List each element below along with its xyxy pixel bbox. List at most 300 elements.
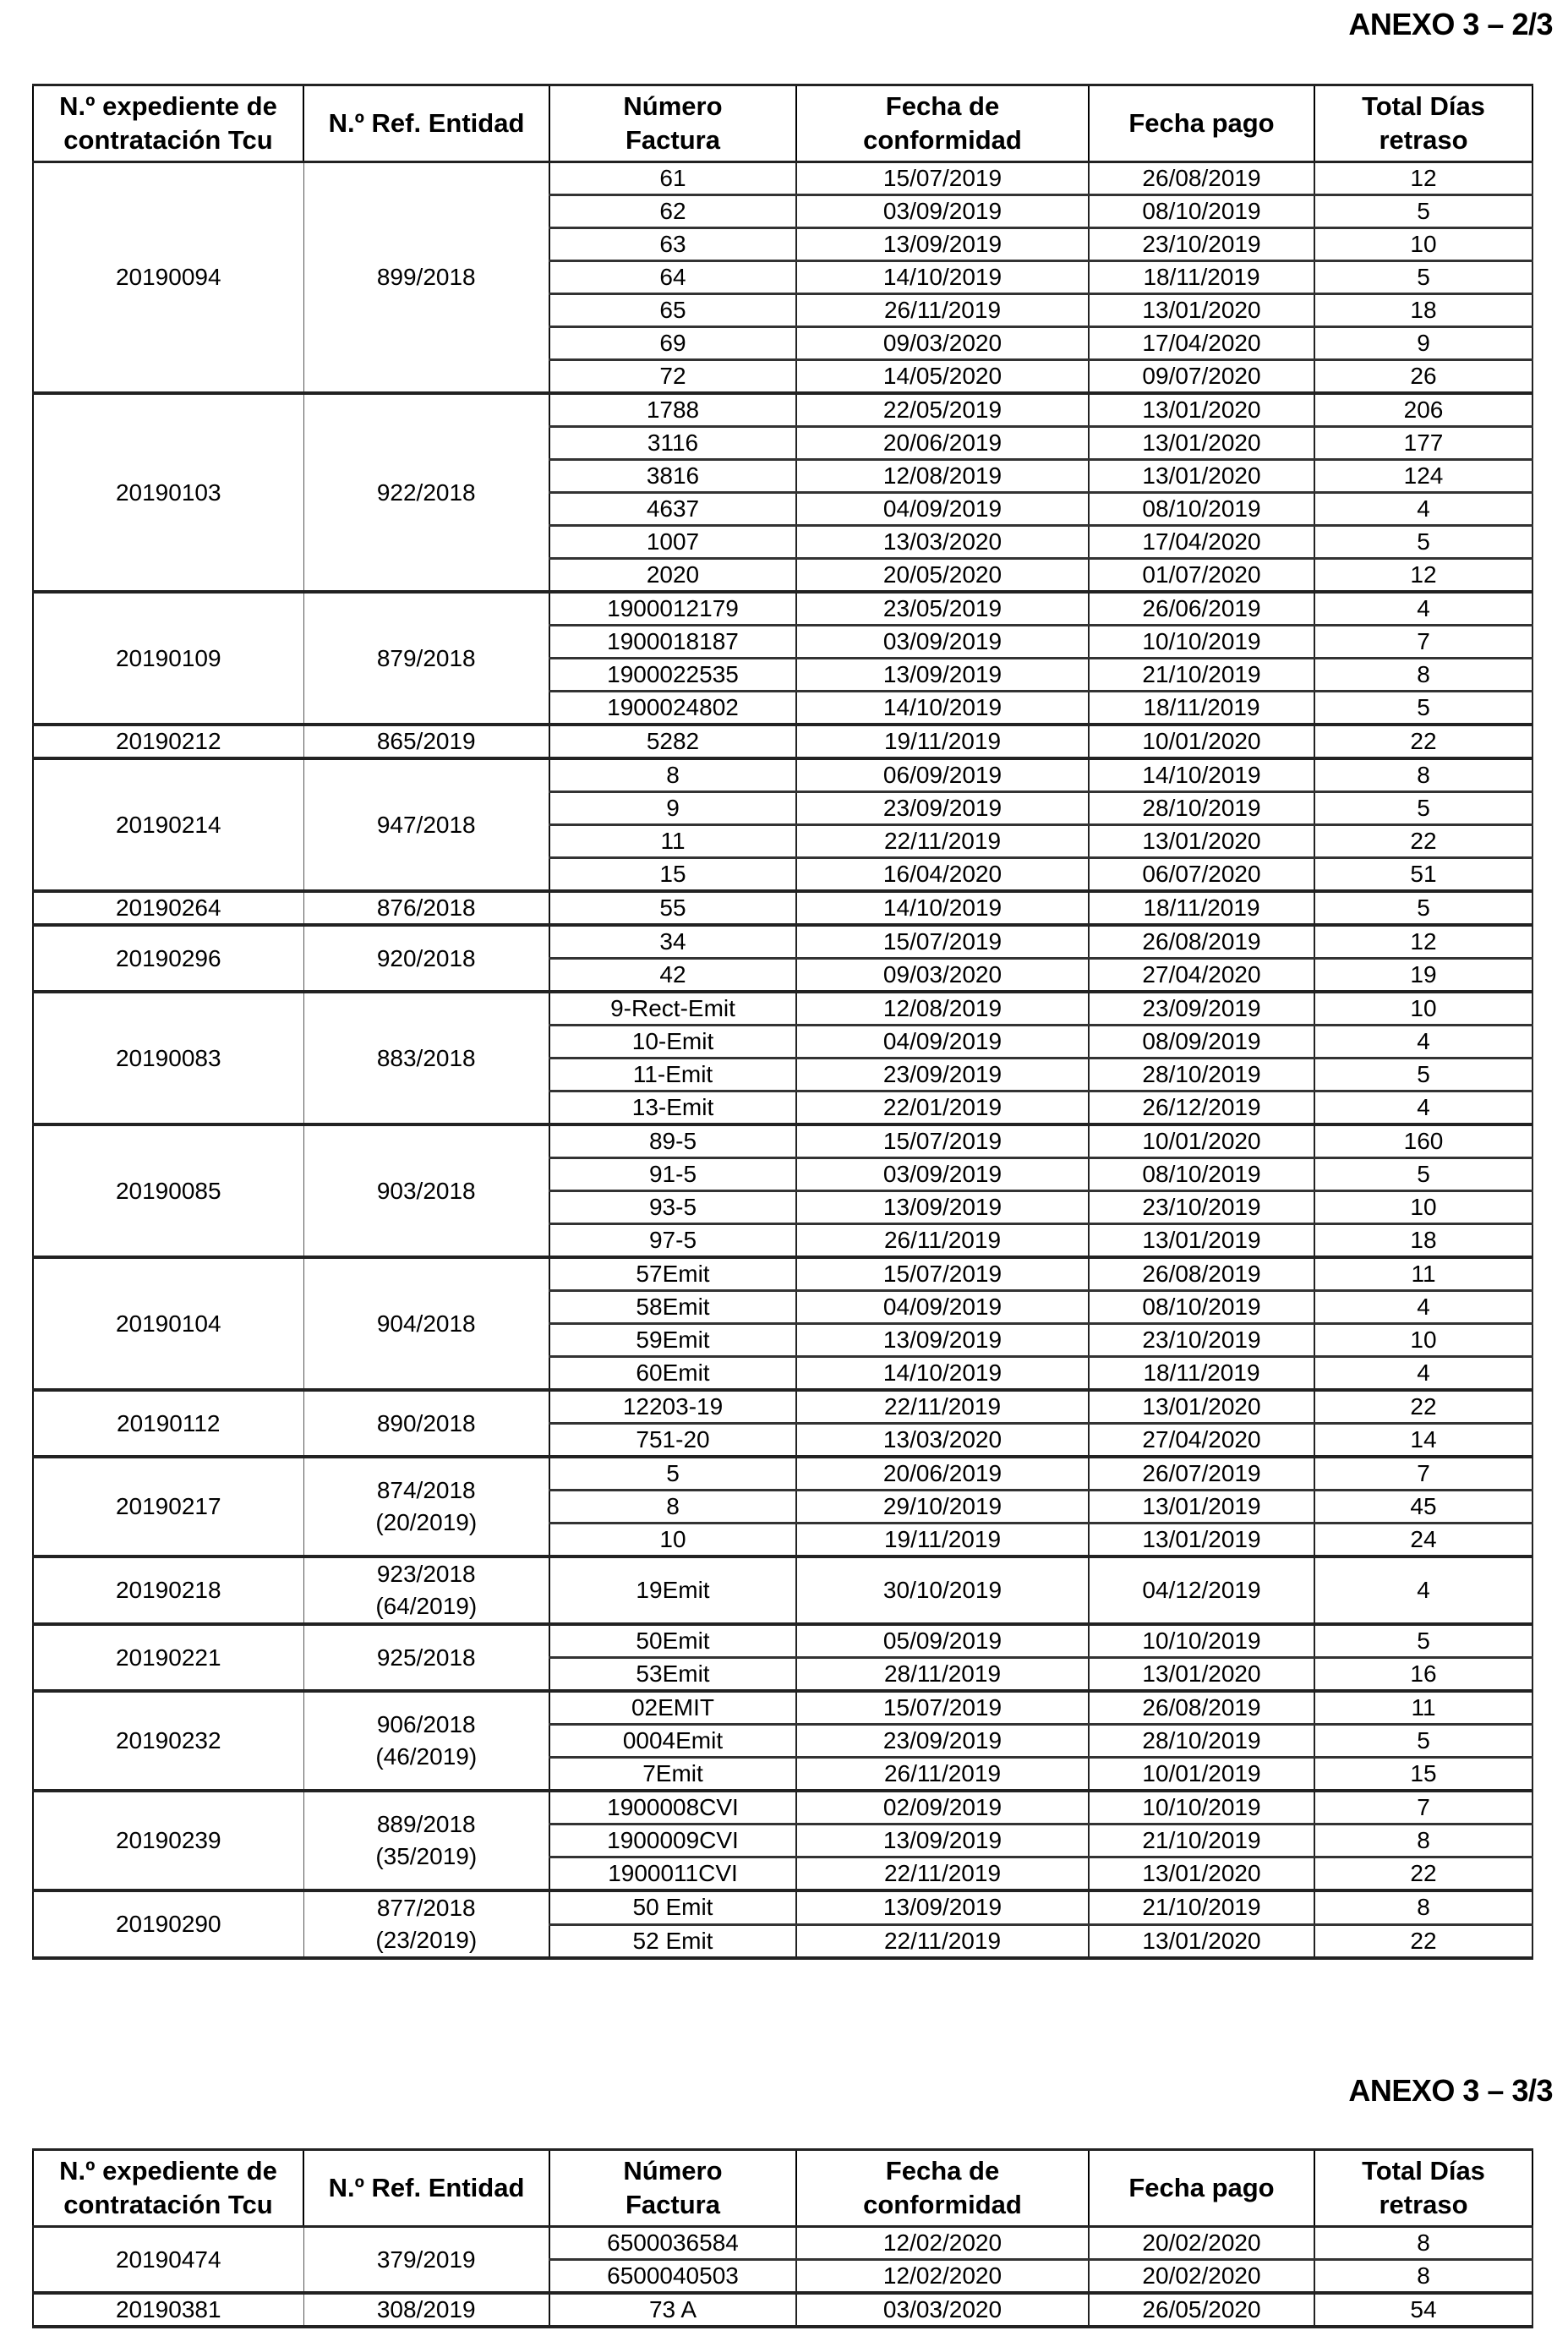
expediente-value: 20190218 [115,1577,221,1603]
cell-line: 925/2018 [376,1644,476,1671]
table-row [33,891,1532,925]
cell-fecha-conformidad: 29/10/2019 [796,1491,1089,1524]
cell-expediente [33,1124,303,1257]
cell-numero-factura: 11-Emit [549,1059,796,1091]
cell-fecha-conformidad: 22/11/2019 [796,1924,1089,1958]
column-header-ref-entidad [303,85,549,162]
cell-dias-retraso: 8 [1314,1825,1532,1857]
cell-dias-retraso: 5 [1314,891,1532,925]
cell-line: 874/2018 [376,1477,476,1503]
cell-ref-entidad [303,592,549,725]
cell-ref-entidad [303,2227,549,2294]
cell-fecha-conformidad: 12/08/2019 [796,992,1089,1026]
cell-expediente [33,1390,303,1457]
cell-numero-factura: 62 [549,195,796,228]
cell-fecha-pago: 28/10/2019 [1089,1059,1314,1091]
cell-dias-retraso: 206 [1314,393,1532,427]
cell-line: Total Días [1362,2156,1485,2186]
cell-fecha-pago: 04/12/2019 [1089,1556,1314,1624]
expediente-value: 20190264 [115,894,221,921]
cell-fecha-conformidad: 13/09/2019 [796,659,1089,692]
expediente-value: 20190239 [115,1827,221,1853]
cell-line: (46/2019) [375,1743,478,1770]
cell-fecha-pago: 20/02/2020 [1089,2260,1314,2294]
cell-dias-retraso: 18 [1314,294,1532,327]
cell-fecha-pago: 26/08/2019 [1089,1691,1314,1725]
cell-fecha-conformidad: 15/07/2019 [796,1691,1089,1725]
column-header-ref-entidad [303,2150,549,2227]
cell-fecha-pago: 23/09/2019 [1089,992,1314,1026]
cell-line: 904/2018 [376,1310,476,1337]
cell-fecha-pago: 21/10/2019 [1089,1890,1314,1924]
cell-expediente [33,891,303,925]
cell-ref-entidad [303,1124,549,1257]
cell-dias-retraso: 7 [1314,1457,1532,1491]
cell-ref-entidad [303,162,549,394]
cell-fecha-conformidad: 15/07/2019 [796,1257,1089,1291]
cell-line: 877/2018 [376,1895,476,1921]
cell-line: 876/2018 [376,894,476,921]
expediente-value: 20190109 [115,644,221,671]
expediente-value: 20190214 [115,811,221,838]
cell-fecha-pago: 08/10/2019 [1089,195,1314,228]
cell-numero-factura: 1900024802 [549,692,796,725]
cell-line: Número [623,2156,723,2186]
cell-fecha-conformidad: 23/09/2019 [796,1725,1089,1758]
cell-fecha-conformidad: 28/11/2019 [796,1658,1089,1692]
cell-numero-factura: 11 [549,825,796,858]
column-header-fecha-conformidad [796,2150,1089,2227]
cell-fecha-conformidad: 13/09/2019 [796,1191,1089,1224]
expediente-value: 20190217 [115,1493,221,1519]
cell-fecha-conformidad: 04/09/2019 [796,1291,1089,1324]
cell-fecha-conformidad: 03/09/2019 [796,195,1089,228]
cell-dias-retraso: 5 [1314,526,1532,559]
cell-line: N.º Ref. Entidad [328,2173,525,2202]
cell-fecha-conformidad: 26/11/2019 [796,1758,1089,1792]
cell-fecha-conformidad: 14/10/2019 [796,1357,1089,1391]
cell-ref-entidad [303,1257,549,1390]
cell-fecha-pago: 10/10/2019 [1089,1791,1314,1825]
cell-fecha-pago: 26/07/2019 [1089,1457,1314,1491]
table-body [33,2227,1532,2328]
cell-line: 922/2018 [376,479,476,506]
cell-dias-retraso: 19 [1314,959,1532,993]
cell-fecha-pago: 21/10/2019 [1089,1825,1314,1857]
cell-fecha-conformidad: 13/09/2019 [796,1324,1089,1357]
cell-dias-retraso: 10 [1314,992,1532,1026]
cell-line: Total Días [1362,91,1485,121]
cell-dias-retraso: 4 [1314,1357,1532,1391]
cell-fecha-conformidad: 20/06/2019 [796,1457,1089,1491]
cell-numero-factura: 9-Rect-Emit [549,992,796,1026]
table-row [33,925,1532,959]
cell-expediente [33,1457,303,1556]
cell-numero-factura: 1788 [549,393,796,427]
cell-expediente [33,2293,303,2327]
cell-fecha-conformidad: 14/10/2019 [796,692,1089,725]
expediente-value: 20190221 [115,1644,221,1671]
cell-line: N.º expediente de [59,91,277,121]
cell-fecha-pago: 09/07/2020 [1089,360,1314,394]
cell-ref-entidad [303,758,549,891]
cell-fecha-conformidad: 14/10/2019 [796,261,1089,294]
cell-fecha-conformidad: 19/11/2019 [796,1524,1089,1557]
cell-numero-factura: 12203-19 [549,1390,796,1424]
cell-ref-entidad [303,725,549,758]
expediente-value: 20190212 [115,728,221,754]
cell-fecha-conformidad: 12/02/2020 [796,2227,1089,2260]
cell-numero-factura: 58Emit [549,1291,796,1324]
cell-fecha-pago: 26/08/2019 [1089,162,1314,195]
cell-line: conformidad [863,125,1022,155]
cell-fecha-conformidad: 09/03/2020 [796,327,1089,360]
cell-fecha-conformidad: 12/08/2019 [796,460,1089,493]
cell-dias-retraso: 12 [1314,162,1532,195]
cell-ref-entidad [303,1390,549,1457]
cell-dias-retraso: 22 [1314,725,1532,758]
cell-fecha-conformidad: 13/03/2020 [796,1424,1089,1458]
cell-expediente [33,1257,303,1390]
cell-line: 899/2018 [376,264,476,290]
cell-fecha-pago: 28/10/2019 [1089,792,1314,825]
cell-numero-factura: 8 [549,758,796,792]
cell-numero-factura: 50Emit [549,1624,796,1658]
cell-numero-factura: 1007 [549,526,796,559]
cell-dias-retraso: 5 [1314,1158,1532,1191]
cell-fecha-pago: 13/01/2020 [1089,1658,1314,1692]
cell-dias-retraso: 177 [1314,427,1532,460]
cell-line: (64/2019) [375,1593,478,1619]
cell-dias-retraso: 8 [1314,758,1532,792]
cell-line: 920/2018 [376,944,476,971]
cell-fecha-conformidad: 15/07/2019 [796,162,1089,195]
cell-fecha-conformidad: 23/05/2019 [796,592,1089,626]
cell-dias-retraso: 160 [1314,1124,1532,1158]
table-row [33,393,1532,427]
cell-numero-factura: 53Emit [549,1658,796,1692]
cell-numero-factura: 3816 [549,460,796,493]
cell-dias-retraso: 7 [1314,1791,1532,1825]
cell-fecha-conformidad: 13/09/2019 [796,1890,1089,1924]
cell-dias-retraso: 5 [1314,195,1532,228]
cell-fecha-pago: 26/12/2019 [1089,1091,1314,1125]
cell-fecha-pago: 23/10/2019 [1089,228,1314,261]
table-row [33,1390,1532,1424]
cell-dias-retraso: 10 [1314,1191,1532,1224]
cell-fecha-conformidad: 14/10/2019 [796,891,1089,925]
annex-title-3-of-3: ANEXO 3 – 3/3 [1348,2073,1553,2108]
expediente-value: 20190381 [115,2296,221,2322]
cell-fecha-pago: 10/01/2019 [1089,1758,1314,1792]
cell-numero-factura: 751-20 [549,1424,796,1458]
expediente-value: 20190103 [115,479,221,506]
cell-line: retraso [1379,125,1468,155]
cell-fecha-pago: 26/06/2019 [1089,592,1314,626]
cell-dias-retraso: 45 [1314,1491,1532,1524]
cell-fecha-conformidad: 23/09/2019 [796,792,1089,825]
cell-expediente [33,1691,303,1791]
cell-fecha-conformidad: 22/11/2019 [796,1857,1089,1891]
cell-fecha-pago: 26/08/2019 [1089,1257,1314,1291]
table-row [33,2227,1532,2260]
cell-dias-retraso: 5 [1314,261,1532,294]
cell-numero-factura: 0004Emit [549,1725,796,1758]
cell-dias-retraso: 22 [1314,1857,1532,1891]
cell-expediente [33,925,303,992]
cell-numero-factura: 61 [549,162,796,195]
cell-numero-factura: 69 [549,327,796,360]
cell-line: (23/2019) [375,1927,478,1953]
cell-numero-factura: 59Emit [549,1324,796,1357]
cell-dias-retraso: 15 [1314,1758,1532,1792]
cell-fecha-conformidad: 22/11/2019 [796,1390,1089,1424]
column-header-numero-factura [549,85,796,162]
cell-expediente [33,162,303,394]
cell-fecha-pago: 13/01/2020 [1089,825,1314,858]
cell-numero-factura: 10-Emit [549,1026,796,1059]
cell-fecha-pago: 13/01/2020 [1089,393,1314,427]
expediente-value: 20190474 [115,2246,221,2273]
cell-fecha-pago: 08/09/2019 [1089,1026,1314,1059]
cell-line: (35/2019) [375,1843,478,1869]
cell-fecha-pago: 26/05/2020 [1089,2293,1314,2327]
cell-expediente [33,1890,303,1958]
cell-expediente [33,393,303,592]
cell-numero-factura: 7Emit [549,1758,796,1792]
cell-dias-retraso: 4 [1314,1556,1532,1624]
cell-ref-entidad [303,1556,549,1624]
cell-dias-retraso: 10 [1314,228,1532,261]
cell-dias-retraso: 4 [1314,1026,1532,1059]
cell-dias-retraso: 22 [1314,1924,1532,1958]
cell-ref-entidad [303,925,549,992]
cell-ref-entidad [303,1624,549,1691]
expediente-value: 20190085 [115,1177,221,1204]
cell-line: 906/2018 [376,1711,476,1737]
cell-expediente [33,1624,303,1691]
cell-numero-factura: 50 Emit [549,1890,796,1924]
cell-fecha-pago: 13/01/2020 [1089,427,1314,460]
cell-fecha-pago: 13/01/2020 [1089,1857,1314,1891]
cell-line: Fecha de [885,91,1000,121]
column-header-expediente [33,2150,303,2227]
cell-line: 890/2018 [376,1409,476,1436]
cell-dias-retraso: 5 [1314,692,1532,725]
cell-fecha-pago: 18/11/2019 [1089,1357,1314,1391]
cell-numero-factura: 4637 [549,493,796,526]
cell-numero-factura: 6500036584 [549,2227,796,2260]
expediente-value: 20190094 [115,264,221,290]
cell-line: 947/2018 [376,811,476,838]
cell-fecha-pago: 21/10/2019 [1089,659,1314,692]
cell-numero-factura: 10 [549,1524,796,1557]
cell-numero-factura: 8 [549,1491,796,1524]
cell-numero-factura: 1900011CVI [549,1857,796,1891]
cell-fecha-pago: 23/10/2019 [1089,1191,1314,1224]
cell-dias-retraso: 22 [1314,825,1532,858]
cell-fecha-conformidad: 02/09/2019 [796,1791,1089,1825]
cell-numero-factura: 1900012179 [549,592,796,626]
cell-fecha-pago: 23/10/2019 [1089,1324,1314,1357]
cell-line: 379/2019 [376,2246,476,2273]
cell-dias-retraso: 12 [1314,559,1532,593]
cell-fecha-conformidad: 15/07/2019 [796,925,1089,959]
cell-dias-retraso: 11 [1314,1691,1532,1725]
cell-ref-entidad [303,992,549,1124]
cell-fecha-pago: 13/01/2020 [1089,1390,1314,1424]
cell-fecha-pago: 10/01/2020 [1089,725,1314,758]
cell-fecha-conformidad: 05/09/2019 [796,1624,1089,1658]
cell-numero-factura: 02EMIT [549,1691,796,1725]
cell-fecha-pago: 13/01/2019 [1089,1524,1314,1557]
cell-fecha-conformidad: 06/09/2019 [796,758,1089,792]
cell-dias-retraso: 11 [1314,1257,1532,1291]
cell-fecha-pago: 10/01/2020 [1089,1124,1314,1158]
cell-numero-factura: 64 [549,261,796,294]
cell-fecha-pago: 08/10/2019 [1089,493,1314,526]
cell-expediente [33,2227,303,2294]
table-row [33,1257,1532,1291]
table-row [33,1556,1532,1624]
cell-line: 889/2018 [376,1811,476,1837]
cell-ref-entidad [303,1791,549,1890]
table-row [33,1791,1532,1825]
column-header-dias-retraso [1314,85,1532,162]
cell-fecha-pago: 27/04/2020 [1089,1424,1314,1458]
cell-fecha-conformidad: 13/09/2019 [796,228,1089,261]
expediente-value: 20190296 [115,944,221,971]
cell-dias-retraso: 12 [1314,925,1532,959]
cell-line: 865/2019 [376,728,476,754]
cell-line: contratación Tcu [63,125,273,155]
cell-dias-retraso: 4 [1314,592,1532,626]
cell-numero-factura: 63 [549,228,796,261]
cell-numero-factura: 5282 [549,725,796,758]
cell-fecha-conformidad: 19/11/2019 [796,725,1089,758]
cell-dias-retraso: 8 [1314,2227,1532,2260]
cell-ref-entidad [303,1691,549,1791]
cell-dias-retraso: 14 [1314,1424,1532,1458]
cell-line: Fecha pago [1128,108,1275,138]
cell-line: Factura [626,125,720,155]
cell-line: retraso [1379,2190,1468,2219]
cell-numero-factura: 19Emit [549,1556,796,1624]
cell-dias-retraso: 4 [1314,1091,1532,1125]
cell-line: 308/2019 [376,2296,476,2322]
cell-fecha-pago: 13/01/2019 [1089,1224,1314,1258]
cell-expediente [33,592,303,725]
cell-fecha-pago: 13/01/2020 [1089,1924,1314,1958]
cell-line: 879/2018 [376,644,476,671]
cell-expediente [33,758,303,891]
column-header-numero-factura [549,2150,796,2227]
cell-numero-factura: 72 [549,360,796,394]
cell-fecha-conformidad: 26/11/2019 [796,294,1089,327]
expediente-value: 20190083 [115,1044,221,1071]
cell-fecha-pago: 18/11/2019 [1089,261,1314,294]
cell-fecha-pago: 08/10/2019 [1089,1291,1314,1324]
cell-numero-factura: 65 [549,294,796,327]
cell-dias-retraso: 4 [1314,493,1532,526]
cell-dias-retraso: 22 [1314,1390,1532,1424]
cell-fecha-conformidad: 20/06/2019 [796,427,1089,460]
cell-fecha-pago: 28/10/2019 [1089,1725,1314,1758]
cell-fecha-pago: 20/02/2020 [1089,2227,1314,2260]
cell-fecha-conformidad: 03/03/2020 [796,2293,1089,2327]
cell-ref-entidad [303,891,549,925]
cell-numero-factura: 57Emit [549,1257,796,1291]
cell-numero-factura: 91-5 [549,1158,796,1191]
cell-numero-factura: 34 [549,925,796,959]
column-header-expediente [33,85,303,162]
expediente-value: 20190104 [115,1310,221,1337]
table-row [33,1624,1532,1658]
cell-fecha-pago: 10/10/2019 [1089,1624,1314,1658]
cell-numero-factura: 73 A [549,2293,796,2327]
cell-fecha-conformidad: 23/09/2019 [796,1059,1089,1091]
cell-line: (20/2019) [375,1509,478,1535]
cell-dias-retraso: 24 [1314,1524,1532,1557]
cell-line: 883/2018 [376,1044,476,1071]
cell-fecha-conformidad: 26/11/2019 [796,1224,1089,1258]
cell-ref-entidad [303,1457,549,1556]
cell-dias-retraso: 8 [1314,659,1532,692]
cell-fecha-conformidad: 12/02/2020 [796,2260,1089,2294]
cell-numero-factura: 93-5 [549,1191,796,1224]
table-row [33,725,1532,758]
late-payments-table-2-of-3 [32,84,1533,1960]
cell-dias-retraso: 4 [1314,1291,1532,1324]
cell-fecha-conformidad: 30/10/2019 [796,1556,1089,1624]
cell-fecha-pago: 01/07/2020 [1089,559,1314,593]
cell-fecha-pago: 13/01/2019 [1089,1491,1314,1524]
cell-expediente [33,992,303,1124]
cell-fecha-conformidad: 13/03/2020 [796,526,1089,559]
cell-line: Factura [626,2190,720,2219]
late-payments-table-3-of-3 [32,2148,1533,2328]
cell-dias-retraso: 18 [1314,1224,1532,1258]
column-header-dias-retraso [1314,2150,1532,2227]
cell-numero-factura: 1900022535 [549,659,796,692]
cell-fecha-pago: 13/01/2020 [1089,460,1314,493]
table-header-row [33,85,1532,162]
cell-fecha-conformidad: 04/09/2019 [796,493,1089,526]
cell-line: 923/2018 [376,1561,476,1587]
cell-fecha-conformidad: 14/05/2020 [796,360,1089,394]
cell-numero-factura: 1900008CVI [549,1791,796,1825]
expediente-value: 20190290 [115,1911,221,1937]
table-body [33,162,1532,1959]
expediente-value: 20190232 [115,1727,221,1753]
table-row [33,992,1532,1026]
cell-fecha-conformidad: 22/11/2019 [796,825,1089,858]
cell-dias-retraso: 124 [1314,460,1532,493]
cell-numero-factura: 55 [549,891,796,925]
cell-ref-entidad [303,2293,549,2327]
cell-numero-factura: 60Emit [549,1357,796,1391]
cell-fecha-pago: 26/08/2019 [1089,925,1314,959]
cell-fecha-conformidad: 09/03/2020 [796,959,1089,993]
table-row [33,1691,1532,1725]
column-header-fecha-pago [1089,2150,1314,2227]
cell-fecha-conformidad: 03/09/2019 [796,626,1089,659]
cell-fecha-conformidad: 20/05/2020 [796,559,1089,593]
cell-ref-entidad [303,1890,549,1958]
cell-fecha-pago: 17/04/2020 [1089,526,1314,559]
table-row [33,162,1532,195]
table-row [33,1890,1532,1924]
